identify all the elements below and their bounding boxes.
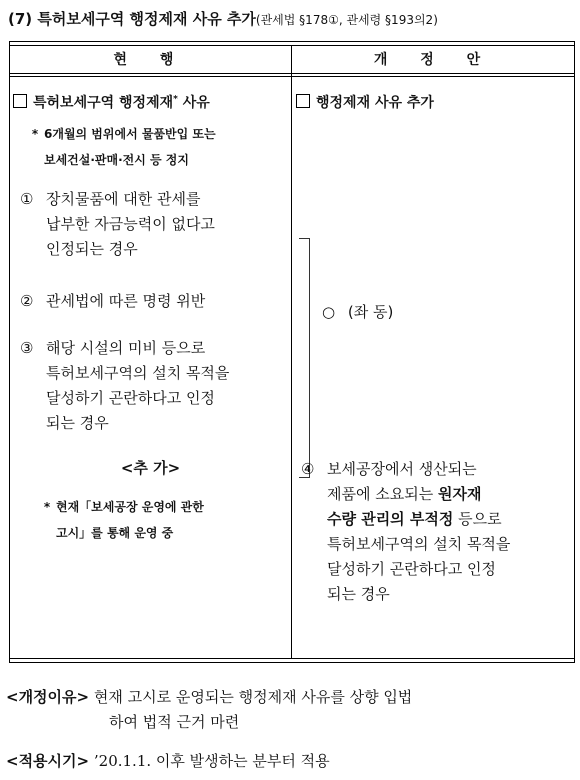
comparison-table [9, 41, 575, 663]
note-line: 현재「보세공장 운영에 관한 [56, 500, 204, 514]
reason-text: 하여 법적 근거 마련 [109, 713, 240, 731]
header-divider-double [10, 76, 574, 77]
effective-label: <적용시기> [6, 752, 90, 770]
item-line: 특허보세구역의 설치 목적을 [327, 535, 511, 553]
item-line: 장치물품에 대한 관세를 [46, 190, 201, 208]
item-emphasis: 원자재 [437, 485, 482, 503]
current-item-1 [20, 187, 215, 262]
item-number: ① [20, 190, 34, 208]
item-line: 되는 경우 [327, 585, 390, 603]
note-line: 고시」를 통해 운영 중 [56, 526, 174, 540]
same-as-left [322, 301, 393, 322]
item-line: 달성하기 곤란하다고 인정 [46, 389, 215, 407]
column-header-revised: 개 정 안 [373, 52, 495, 68]
item-number: ② [20, 292, 34, 310]
note-line: 보세건설·판매·전시 등 정지 [44, 153, 189, 167]
item-emphasis: 수량 관리의 부적정 [327, 510, 454, 528]
current-note [26, 121, 216, 173]
revised-item-4 [301, 457, 510, 607]
revised-heading-text: 행정제재 사유 추가 [316, 95, 434, 111]
same-as-left-text: (좌 동) [347, 303, 394, 321]
item-line: 달성하기 곤란하다고 인정 [327, 560, 496, 578]
checkbox-square-icon [13, 94, 27, 108]
added-label: <추 가> [120, 459, 181, 477]
note-line: 6개월의 범위에서 물품반입 또는 [44, 127, 216, 141]
footnote-mark: * [173, 94, 178, 105]
reason-text: 현재 고시로 운영되는 행정제재 사유를 상향 입법 [93, 688, 413, 706]
effective-date [6, 749, 330, 774]
item-line: 특허보세구역의 설치 목적을 [46, 364, 230, 382]
note-star: * [43, 500, 51, 514]
item-line: 관세법에 따른 명령 위반 [46, 292, 206, 310]
item-line: 납부한 자금능력이 없다고 [46, 215, 215, 233]
header-divider [10, 73, 574, 74]
item-number: ④ [301, 460, 315, 478]
column-divider [291, 45, 292, 659]
current-item-3 [20, 336, 229, 436]
revised-heading [296, 92, 434, 112]
checkbox-square-icon [296, 94, 310, 108]
current-heading-text: 특허보세구역 행정제재 [33, 95, 174, 111]
item-line: 해당 시설의 미비 등으로 [46, 339, 206, 357]
added-note [38, 494, 204, 546]
item-line: 인정되는 경우 [46, 240, 138, 258]
revision-reason [6, 685, 412, 735]
effective-text: ’20.1.1. 이후 발생하는 분부터 적용 [93, 752, 330, 770]
reason-label: <개정이유> [6, 688, 90, 706]
current-heading-tail: 사유 [177, 95, 210, 111]
current-item-2 [20, 289, 205, 314]
item-line: 등으로 [453, 510, 502, 528]
item-line: 보세공장에서 생산되는 [327, 460, 477, 478]
section-title [8, 8, 438, 29]
item-number: ③ [20, 339, 34, 357]
current-heading [13, 92, 210, 112]
note-star: * [31, 127, 39, 141]
title-main: (7) 특허보세구역 행정제재 사유 추가 [8, 10, 256, 28]
item-line: 제품에 소요되는 [327, 485, 438, 503]
bullet-icon: ○ [322, 303, 336, 321]
item-line: 되는 경우 [46, 414, 109, 432]
title-legal-reference: (관세법 §178①, 관세령 §193의2) [255, 13, 438, 27]
bracket-line [299, 238, 310, 478]
column-header-current: 현 행 [113, 52, 188, 68]
